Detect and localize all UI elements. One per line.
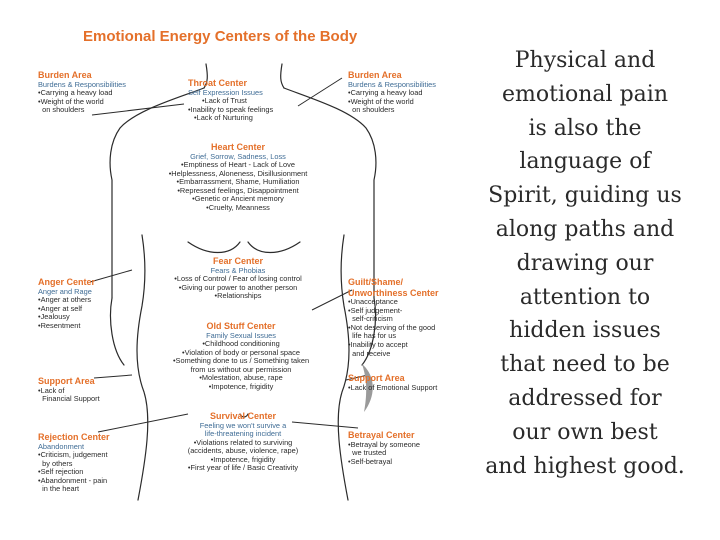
old-stuff-subheading: Family Sexual Issues — [206, 330, 276, 340]
support-right-bullet: •Lack of Emotional Support — [348, 382, 438, 392]
guilt-bullet: self-criticism — [348, 314, 393, 324]
old-stuff-bullet: •Childhood conditioning — [202, 339, 280, 349]
survival-heading: Survival Center — [209, 411, 277, 421]
rejection-bullet: •Abandonment - pain — [38, 475, 108, 485]
burden-left-bullet: •Carrying a heavy load — [38, 88, 113, 98]
throat-bullet: •Lack of Trust — [202, 96, 247, 106]
survival-bullet: •First year of life / Basic Creativity — [187, 463, 299, 473]
survival-bullet: (accidents, abuse, violence, rape) — [187, 446, 299, 456]
energy-centers-diagram — [28, 20, 468, 515]
quote-line: Spirit, guiding us — [488, 183, 682, 209]
quote-line: emotional pain — [502, 81, 668, 107]
rejection-bullet: in the heart — [38, 484, 80, 494]
rejection-bullet: •Self rejection — [38, 467, 84, 477]
fear-bullet: •Loss of Control / Fear of losing control — [174, 274, 302, 284]
burden-right-bullet: on shoulders — [348, 105, 395, 115]
old-stuff-center — [156, 321, 326, 392]
support-left-bullet: •Lack of — [38, 385, 65, 395]
rejection-bullet: by others — [38, 458, 73, 468]
heart-bullet: •Emptiness of Heart - Lack of Love — [181, 160, 295, 170]
burden-right-bullet: •Weight of the world — [348, 96, 414, 106]
burden-right-heading: Burden Area — [348, 70, 402, 80]
burden-area-left — [38, 70, 126, 115]
support-right-heading: Support Area — [348, 373, 405, 383]
survival-bullet: •Violations related to surviving — [193, 437, 293, 447]
guilt-bullet: life has for us — [348, 331, 397, 341]
quote-line: drawing our — [516, 250, 654, 276]
throat-bullet: •Inability to speak feelings — [188, 104, 274, 114]
anger-subheading: Anger and Rage — [38, 286, 92, 296]
quote-line: language of — [519, 149, 651, 175]
guilt-bullet: and receive — [348, 348, 391, 358]
fear-subheading: Fears & Phobias — [210, 265, 266, 275]
throat-bullet: •Lack of Nurturing — [194, 113, 253, 123]
heart-bullet: •Cruelty, Meanness — [206, 203, 270, 213]
guilt-bullet: •Unacceptance — [348, 297, 398, 306]
anger-center — [38, 277, 95, 330]
rejection-subheading: Abandonment — [38, 441, 85, 451]
quote-line: is also the — [528, 115, 642, 141]
rejection-heading: Rejection Center — [38, 432, 110, 442]
fear-heading: Fear Center — [212, 256, 264, 266]
heart-bullet: •Genetic or Ancient memory — [192, 194, 284, 204]
heart-bullet: •Helplessness, Aloneness, Disillusionment — [168, 168, 308, 178]
heart-subheading: Grief, Sorrow, Sadness, Loss — [190, 151, 286, 161]
support-area-right — [348, 373, 437, 392]
diagram-title: Emotional Energy Centers of the Body — [83, 28, 358, 45]
old-stuff-bullet: •Something done to us / Something taken — [172, 356, 310, 366]
quote-line: along paths and — [495, 216, 675, 242]
old-stuff-bullet: from us without our permission — [190, 364, 292, 374]
quote-line: our own best — [512, 419, 658, 445]
support-area-left — [38, 376, 100, 404]
throat-heading: Throat Center — [188, 78, 248, 88]
heart-heading: Heart Center — [210, 142, 266, 152]
burden-left-bullet: •Weight of the world — [38, 96, 104, 106]
burden-area-right — [348, 70, 436, 115]
anger-bullet: •Anger at self — [38, 303, 83, 313]
heart-center — [158, 142, 318, 213]
quote-line: attention to — [519, 284, 651, 310]
burden-left-bullet: on shoulders — [38, 105, 85, 115]
heart-bullet: •Repressed feelings, Disappointment — [177, 185, 299, 195]
betrayal-bullet: •Self-betrayal — [348, 456, 393, 466]
survival-subheading-2: life-threatening incident — [204, 429, 282, 439]
betrayal-bullet: •Betrayal by someone — [348, 439, 421, 449]
throat-subheading: Self Expression Issues — [188, 87, 263, 97]
burden-left-subheading: Burdens & Responsibilities — [38, 79, 126, 89]
old-stuff-heading: Old Stuff Center — [206, 321, 276, 331]
quote-text — [476, 44, 694, 483]
old-stuff-bullet: •Molestation, abuse, rape — [199, 373, 283, 383]
quote-line: that need to be — [500, 352, 670, 378]
betrayal-bullet: we trusted — [348, 448, 387, 458]
betrayal-heading: Betrayal Center — [348, 430, 415, 440]
guilt-heading-line2: Unworthiness Center — [348, 287, 439, 298]
survival-bullet: •Impotence, frigidity — [210, 454, 276, 464]
quote-line: Physical and — [514, 48, 656, 73]
old-stuff-bullet: •Violation of body or personal space — [182, 347, 300, 357]
quote-line: hidden issues — [509, 318, 661, 344]
guilt-bullet: •Not deserving of the good — [348, 322, 436, 332]
heart-bullet: •Embarrassment, Shame, Humiliation — [176, 177, 300, 187]
rejection-bullet: •Criticism, judgement — [38, 450, 108, 460]
anger-bullet: •Anger at others — [38, 295, 92, 305]
betrayal-center — [348, 430, 420, 466]
old-stuff-bullet: •Impotence, frigidity — [208, 382, 274, 392]
anger-bullet: •Resentment — [38, 320, 81, 330]
fear-center — [158, 256, 318, 301]
quote-line: addressed for — [508, 385, 662, 411]
guilt-heading-line1: Guilt/Shame/ — [348, 277, 404, 287]
quote-line: and highest good. — [485, 453, 685, 479]
survival-center — [163, 411, 323, 473]
guilt-bullet: •Self judgement- — [348, 305, 403, 315]
guilt-bullet: •Inability to accept — [348, 339, 408, 349]
support-left-heading: Support Area — [38, 376, 95, 386]
fear-bullet: •Giving our power to another person — [178, 282, 298, 292]
burden-right-subheading: Burdens & Responsibilities — [348, 79, 436, 89]
survival-subheading: Feeling we won't survive a — [199, 420, 287, 430]
fear-bullet: •Relationships — [214, 291, 262, 301]
throat-center — [188, 78, 273, 123]
guilt-shame-unworthiness-center — [348, 277, 439, 358]
anger-bullet: •Jealousy — [38, 312, 70, 322]
support-left-bullet: Financial Support — [38, 394, 100, 404]
burden-left-heading: Burden Area — [38, 70, 92, 80]
anger-heading: Anger Center — [38, 277, 96, 287]
burden-right-bullet: •Carrying a heavy load — [348, 88, 423, 98]
rejection-center — [38, 432, 110, 494]
